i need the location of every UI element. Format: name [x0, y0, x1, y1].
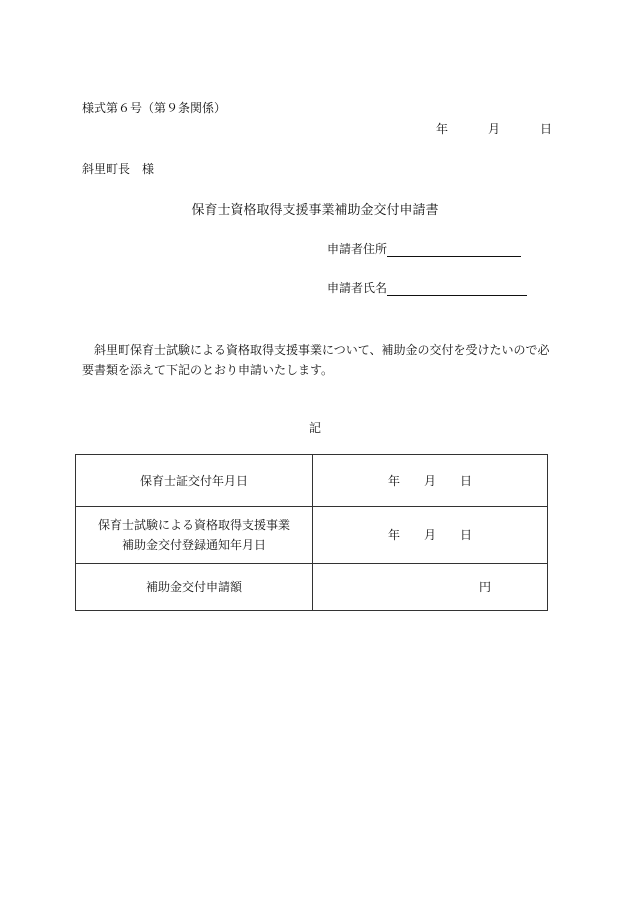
applicant-name-underline[interactable]: [387, 283, 527, 296]
applicant-address-underline[interactable]: [387, 244, 521, 257]
date-year-label: 年: [436, 122, 449, 136]
applicant-address-field[interactable]: [327, 240, 521, 257]
applicant-name-field[interactable]: [327, 279, 527, 296]
table-row: [76, 455, 548, 507]
row-label-text: 保育士証交付年月日: [139, 473, 248, 488]
certificate-date-value[interactable]: [313, 455, 548, 507]
month-label: 月: [423, 528, 436, 542]
requested-amount-value[interactable]: [313, 564, 548, 611]
addressee: 斜里町長 様: [82, 162, 155, 176]
day-label: 日: [460, 528, 473, 542]
year-label: 年: [387, 473, 400, 488]
ki-heading: 記: [308, 421, 321, 435]
table-row: [76, 564, 548, 611]
row-label-line1: 保育士試験による資格取得支援事業: [97, 518, 290, 532]
body-text: 斜里町保育士試験による資格取得支援事業について、補助金の交付を受けたいので必要書類を添えて下記のとおり申請いたします。: [82, 343, 550, 377]
certificate-date-label: [76, 455, 313, 507]
applicant-address-label: 申請者住所: [327, 242, 388, 256]
application-date: [436, 120, 552, 137]
year-label: 年: [387, 528, 400, 542]
row-label-text: 補助金交付申請額: [145, 580, 242, 594]
day-label: 日: [460, 473, 473, 488]
date-month-label: 月: [488, 122, 501, 136]
form-number: 様式第６号（第９条関係）: [82, 101, 227, 115]
requested-amount-label: [76, 564, 313, 611]
document-title: 保育士資格取得支援事業補助金交付申請書: [191, 203, 439, 218]
registration-notice-date-label: [76, 507, 313, 564]
applicant-name-label: 申請者氏名: [327, 281, 388, 295]
date-day-label: 日: [540, 122, 553, 136]
row-label-line2: 補助金交付登録通知年月日: [121, 538, 266, 552]
yen-label: 円: [478, 580, 491, 594]
registration-notice-date-value[interactable]: [313, 507, 548, 564]
month-label: 月: [423, 473, 436, 488]
application-details-table: [75, 454, 548, 611]
table-row: [76, 507, 548, 564]
